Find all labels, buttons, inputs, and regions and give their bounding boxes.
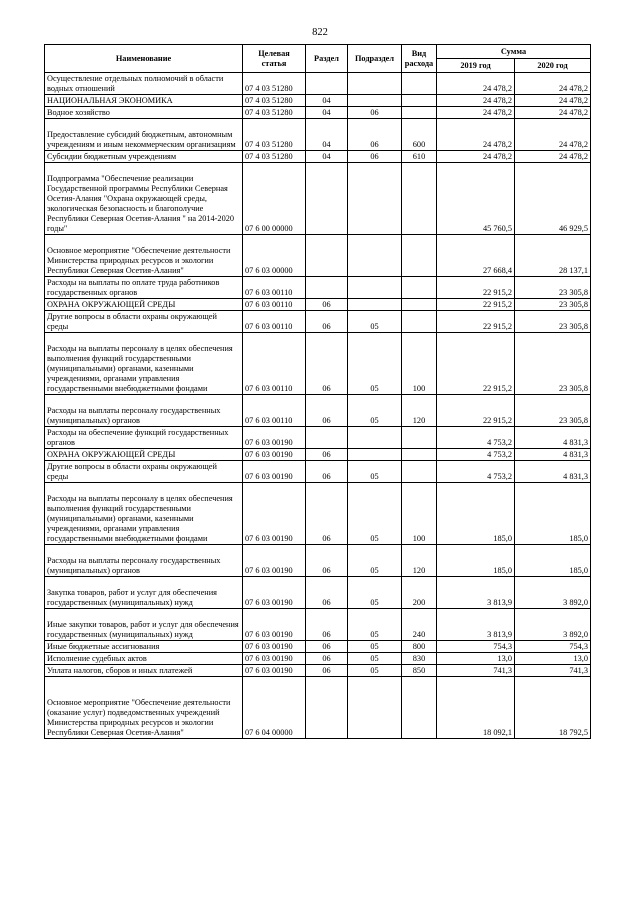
row-sum-2020: 185,0	[515, 483, 591, 545]
row-sum-2020: 185,0	[515, 545, 591, 577]
row-sum-2020: 24 478,2	[515, 107, 591, 119]
row-subsection: 05	[348, 395, 402, 427]
row-sum-2019: 3 813,9	[437, 577, 515, 609]
row-subsection: 05	[348, 665, 402, 677]
row-name: Уплата налогов, сборов и иных платежей	[45, 665, 243, 677]
row-name: Расходы на обеспечение функций государственных органов	[45, 427, 243, 449]
row-subsection: 06	[348, 151, 402, 163]
row-expense-type	[402, 95, 437, 107]
row-name: Расходы на выплаты персоналу в целях обеспечения выполнения функций государственными (муниципальными) органами, казенными учреждениями, органами управления государственными внебюджетными фондами	[45, 333, 243, 395]
row-section: 06	[306, 449, 348, 461]
table-row	[45, 119, 591, 151]
row-expense-type	[402, 163, 437, 235]
row-name: Расходы на выплаты персоналу государственных (муниципальных) органов	[45, 395, 243, 427]
row-target-code: 07 6 03 00190	[243, 545, 306, 577]
row-sum-2019: 18 092,1	[437, 677, 515, 739]
table-row	[45, 277, 591, 299]
row-sum-2019: 27 668,4	[437, 235, 515, 277]
row-subsection	[348, 277, 402, 299]
row-expense-type: 610	[402, 151, 437, 163]
row-name: Предоставление субсидий бюджетным, автономным учреждениям и иным некоммерческим организациям	[45, 119, 243, 151]
row-sum-2019: 185,0	[437, 545, 515, 577]
row-section	[306, 73, 348, 95]
row-section: 06	[306, 545, 348, 577]
row-target-code: 07 4 03 51280	[243, 119, 306, 151]
row-subsection: 05	[348, 609, 402, 641]
row-sum-2019: 754,3	[437, 641, 515, 653]
row-name: Водное хозяйство	[45, 107, 243, 119]
row-sum-2020: 24 478,2	[515, 119, 591, 151]
row-sum-2019: 4 753,2	[437, 461, 515, 483]
row-subsection	[348, 235, 402, 277]
row-sum-2019: 4 753,2	[437, 449, 515, 461]
row-target-code: 07 6 00 00000	[243, 163, 306, 235]
header-expense-type: Вид расхода	[402, 45, 437, 73]
row-subsection: 05	[348, 653, 402, 665]
header-year-2020: 2020 год	[515, 59, 591, 73]
row-section: 06	[306, 299, 348, 311]
row-section: 06	[306, 653, 348, 665]
row-expense-type	[402, 73, 437, 95]
row-expense-type	[402, 461, 437, 483]
row-name: Основное мероприятие "Обеспечение деятельности Министерства природных ресурсов и экологии Республики Северная Осетия-Алания"	[45, 235, 243, 277]
row-sum-2019: 24 478,2	[437, 73, 515, 95]
table-row	[45, 577, 591, 609]
table-row	[45, 641, 591, 653]
row-section	[306, 277, 348, 299]
row-sum-2020: 4 831,3	[515, 427, 591, 449]
row-sum-2020: 4 831,3	[515, 461, 591, 483]
row-expense-type	[402, 299, 437, 311]
table-row	[45, 299, 591, 311]
row-name: ОХРАНА ОКРУЖАЮЩЕЙ СРЕДЫ	[45, 299, 243, 311]
row-section	[306, 163, 348, 235]
row-sum-2019: 24 478,2	[437, 95, 515, 107]
row-subsection: 05	[348, 311, 402, 333]
row-target-code: 07 6 04 00000	[243, 677, 306, 739]
row-sum-2020: 3 892,0	[515, 609, 591, 641]
row-expense-type	[402, 277, 437, 299]
row-sum-2019: 45 760,5	[437, 163, 515, 235]
table-row	[45, 107, 591, 119]
table-row	[45, 235, 591, 277]
row-sum-2020: 24 478,2	[515, 95, 591, 107]
row-target-code: 07 6 03 00000	[243, 235, 306, 277]
row-section: 04	[306, 151, 348, 163]
row-subsection: 05	[348, 577, 402, 609]
row-sum-2019: 185,0	[437, 483, 515, 545]
budget-table	[44, 44, 591, 739]
row-subsection: 05	[348, 461, 402, 483]
table-body	[45, 73, 591, 739]
table-row	[45, 677, 591, 739]
row-section	[306, 427, 348, 449]
row-section	[306, 235, 348, 277]
header-section: Раздел	[306, 45, 348, 73]
row-target-code: 07 6 03 00190	[243, 449, 306, 461]
row-section	[306, 677, 348, 739]
row-sum-2020: 4 831,3	[515, 449, 591, 461]
row-sum-2019: 24 478,2	[437, 151, 515, 163]
row-sum-2020: 741,3	[515, 665, 591, 677]
row-expense-type	[402, 311, 437, 333]
row-sum-2020: 754,3	[515, 641, 591, 653]
row-target-code: 07 6 03 00190	[243, 461, 306, 483]
row-section: 06	[306, 311, 348, 333]
row-name: Основное мероприятие "Обеспечение деятельности (оказание услуг) подведомственных учреждений Министерства природных ресурсов и экологии Республики Северная Осетия-Алания"	[45, 677, 243, 739]
row-expense-type: 800	[402, 641, 437, 653]
row-section: 06	[306, 483, 348, 545]
row-target-code: 07 6 03 00190	[243, 641, 306, 653]
row-section: 04	[306, 107, 348, 119]
row-section: 06	[306, 641, 348, 653]
row-expense-type	[402, 449, 437, 461]
table-row	[45, 151, 591, 163]
table-row	[45, 95, 591, 107]
row-name: Расходы на выплаты по оплате труда работников государственных органов	[45, 277, 243, 299]
row-subsection: 06	[348, 119, 402, 151]
row-sum-2019: 741,3	[437, 665, 515, 677]
row-subsection	[348, 163, 402, 235]
row-sum-2019: 3 813,9	[437, 609, 515, 641]
row-expense-type: 100	[402, 483, 437, 545]
header-target: Целевая статья	[243, 45, 306, 73]
row-sum-2020: 23 305,8	[515, 277, 591, 299]
table-row	[45, 333, 591, 395]
header-sum: Сумма	[437, 45, 591, 59]
table-row	[45, 427, 591, 449]
table-row	[45, 461, 591, 483]
row-expense-type	[402, 427, 437, 449]
row-name: Другие вопросы в области охраны окружающей среды	[45, 311, 243, 333]
row-section: 04	[306, 119, 348, 151]
row-expense-type: 850	[402, 665, 437, 677]
row-target-code: 07 6 03 00110	[243, 333, 306, 395]
table-row	[45, 609, 591, 641]
row-name: Подпрограмма "Обеспечение реализации Государственной программы Республики Северная Осетия-Алания "Охрана окружающей среды, экологическая безопасность и благополучие Республики Северная Осетия-Алания " на 2014-2020 годы"	[45, 163, 243, 235]
row-subsection	[348, 427, 402, 449]
row-name: Расходы на выплаты персоналу в целях обеспечения выполнения функций государственными (муниципальными) органами, казенными учреждениями, органами управления государственными внебюджетными фондами	[45, 483, 243, 545]
row-sum-2020: 18 792,5	[515, 677, 591, 739]
row-expense-type: 240	[402, 609, 437, 641]
row-target-code: 07 6 03 00190	[243, 665, 306, 677]
row-subsection: 05	[348, 545, 402, 577]
header-year-2019: 2019 год	[437, 59, 515, 73]
row-subsection: 05	[348, 641, 402, 653]
table-row	[45, 483, 591, 545]
row-name: НАЦИОНАЛЬНАЯ ЭКОНОМИКА	[45, 95, 243, 107]
row-target-code: 07 6 03 00110	[243, 311, 306, 333]
row-section: 06	[306, 395, 348, 427]
table-row	[45, 653, 591, 665]
row-subsection	[348, 299, 402, 311]
row-subsection	[348, 677, 402, 739]
row-subsection	[348, 95, 402, 107]
row-sum-2020: 23 305,8	[515, 395, 591, 427]
row-subsection: 06	[348, 107, 402, 119]
page-number: 822	[312, 27, 328, 38]
row-name: Осуществление отдельных полномочий в области водных отношений	[45, 73, 243, 95]
row-section: 06	[306, 461, 348, 483]
row-target-code: 07 6 03 00190	[243, 577, 306, 609]
row-sum-2019: 22 915,2	[437, 333, 515, 395]
table-row	[45, 395, 591, 427]
header-name: Наименование	[45, 45, 243, 73]
row-sum-2019: 24 478,2	[437, 107, 515, 119]
row-target-code: 07 4 03 51280	[243, 73, 306, 95]
row-target-code: 07 6 03 00190	[243, 427, 306, 449]
row-target-code: 07 4 03 51280	[243, 151, 306, 163]
row-sum-2019: 22 915,2	[437, 311, 515, 333]
row-sum-2019: 4 753,2	[437, 427, 515, 449]
row-name: ОХРАНА ОКРУЖАЮЩЕЙ СРЕДЫ	[45, 449, 243, 461]
row-target-code: 07 6 03 00190	[243, 483, 306, 545]
row-sum-2019: 22 915,2	[437, 277, 515, 299]
row-name: Расходы на выплаты персоналу государственных (муниципальных) органов	[45, 545, 243, 577]
row-sum-2020: 23 305,8	[515, 311, 591, 333]
row-expense-type	[402, 677, 437, 739]
row-subsection	[348, 73, 402, 95]
row-section: 06	[306, 333, 348, 395]
row-sum-2019: 24 478,2	[437, 119, 515, 151]
row-sum-2019: 22 915,2	[437, 395, 515, 427]
header-subsection: Подраздел	[348, 45, 402, 73]
row-subsection: 05	[348, 483, 402, 545]
row-name: Субсидии бюджетным учреждениям	[45, 151, 243, 163]
row-target-code: 07 4 03 51280	[243, 107, 306, 119]
row-name: Закупка товаров, работ и услуг для обеспечения государственных (муниципальных) нужд	[45, 577, 243, 609]
row-expense-type: 120	[402, 545, 437, 577]
table-row	[45, 449, 591, 461]
table-row	[45, 163, 591, 235]
table-row	[45, 545, 591, 577]
row-expense-type: 100	[402, 333, 437, 395]
row-expense-type	[402, 107, 437, 119]
row-sum-2020: 3 892,0	[515, 577, 591, 609]
row-section: 04	[306, 95, 348, 107]
row-section: 06	[306, 665, 348, 677]
row-expense-type: 830	[402, 653, 437, 665]
row-name: Иные закупки товаров, работ и услуг для обеспечения государственных (муниципальных) нужд	[45, 609, 243, 641]
row-sum-2019: 13,0	[437, 653, 515, 665]
table-row	[45, 311, 591, 333]
row-sum-2020: 23 305,8	[515, 299, 591, 311]
row-target-code: 07 4 03 51280	[243, 95, 306, 107]
row-expense-type: 200	[402, 577, 437, 609]
row-expense-type	[402, 235, 437, 277]
row-sum-2020: 28 137,1	[515, 235, 591, 277]
row-sum-2020: 13,0	[515, 653, 591, 665]
row-section: 06	[306, 577, 348, 609]
row-sum-2020: 24 478,2	[515, 151, 591, 163]
row-target-code: 07 6 03 00110	[243, 277, 306, 299]
table-row	[45, 665, 591, 677]
row-expense-type: 120	[402, 395, 437, 427]
row-target-code: 07 6 03 00190	[243, 609, 306, 641]
row-section: 06	[306, 609, 348, 641]
table-row	[45, 73, 591, 95]
row-name: Другие вопросы в области охраны окружающей среды	[45, 461, 243, 483]
row-target-code: 07 6 03 00190	[243, 653, 306, 665]
row-name: Исполнение судебных актов	[45, 653, 243, 665]
row-target-code: 07 6 03 00110	[243, 299, 306, 311]
row-sum-2020: 46 929,5	[515, 163, 591, 235]
row-sum-2019: 22 915,2	[437, 299, 515, 311]
row-sum-2020: 23 305,8	[515, 333, 591, 395]
row-subsection	[348, 449, 402, 461]
row-sum-2020: 24 478,2	[515, 73, 591, 95]
row-expense-type: 600	[402, 119, 437, 151]
row-name: Иные бюджетные ассигнования	[45, 641, 243, 653]
row-subsection: 05	[348, 333, 402, 395]
row-target-code: 07 6 03 00110	[243, 395, 306, 427]
